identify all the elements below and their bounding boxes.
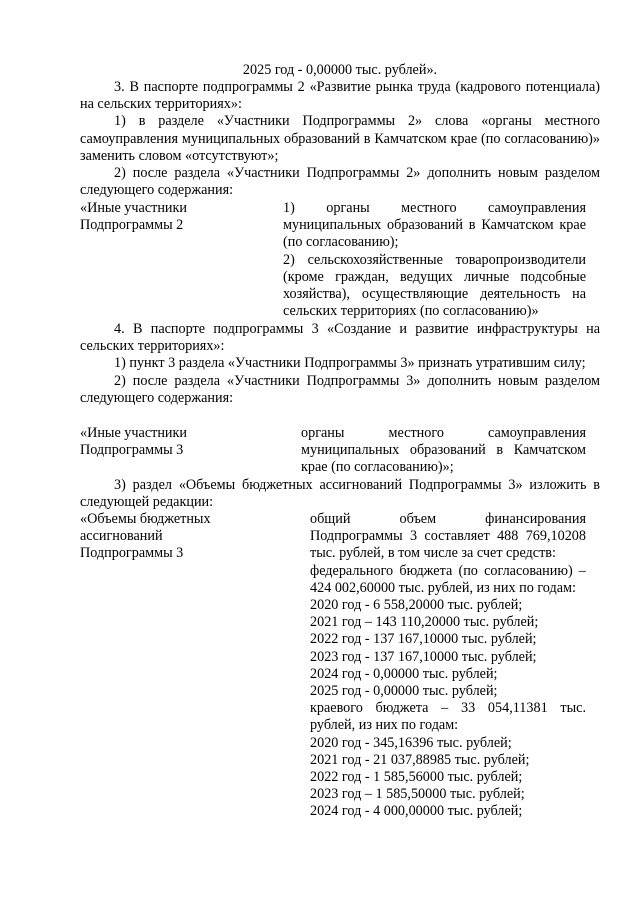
table1-right — [283, 200, 586, 320]
table-budget-allocations — [80, 511, 600, 821]
regional-year-row: 2023 год – 1 585,50000 тыс. рублей; — [310, 786, 525, 803]
regional-year-row: 2024 год - 4 000,00000 тыс. рублей; — [310, 803, 523, 820]
regional-year-row: 2020 год - 345,16396 тыс. рублей; — [310, 734, 512, 751]
federal-year-row: 2020 год - 6 558,20000 тыс. рублей; — [310, 597, 523, 614]
table2-right: органы местного самоуправления муниципальных образований в Камчатском крае (по согласованию)»; — [301, 425, 586, 476]
budget-federal: федерального бюджета (по согласованию) – 424 002,60000 тыс. рублей, из них по годам: — [310, 562, 586, 596]
table2-left: «Иные участники Подпрограммы 3 — [80, 425, 188, 459]
item-4-heading: 4. В паспорте подпрограммы 3 «Создание и развитие инфраструктуры на сельских территориях»: — [80, 321, 600, 355]
section-3 — [80, 79, 600, 199]
item-4-2: 2) после раздела «Участники Подпрограммы 3» дополнить новым разделом следующего содержания: — [80, 372, 600, 406]
budget-regional: краевого бюджета – 33 054,11381 тыс. рублей, из них по годам: — [310, 700, 586, 734]
item-4-1: 1) пункт 3 раздела «Участники Подпрограммы 3» признать утратившим силу; — [114, 355, 586, 372]
federal-year-row: 2024 год - 0,00000 тыс. рублей; — [310, 665, 498, 682]
table1-right-1: 1) органы местного самоуправления муниципальных образований в Камчатском крае (по согласованию); — [283, 200, 586, 251]
table1-left: «Иные участники Подпрограммы 2 — [80, 200, 188, 234]
table1-right-2: 2) сельскохозяйственные товаропроизводители (кроме граждан, ведущих личные подсобные хозяйства), осуществляющие деятельность на сельских территориях (по согласованию)» — [283, 251, 586, 320]
item-3-2: 2) после раздела «Участники Подпрограммы 2» дополнить новым разделом следующего содержания: — [80, 165, 600, 199]
table-other-participants-3 — [80, 425, 600, 477]
item-4-3: 3) раздел «Объемы бюджетных ассигнований Подпрограммы 3» изложить в следующей редакции: — [80, 477, 600, 511]
regional-year-row: 2022 год - 1 585,56000 тыс. рублей; — [310, 769, 523, 786]
item-3-1: 1) в разделе «Участники Подпрограммы 2» слова «органы местного самоуправления муниципальных образований в Камчатском крае (по согласованию)» заменить словом «отсутствуют»; — [80, 113, 600, 164]
item-3-heading: 3. В паспорте подпрограммы 2 «Развитие рынка труда (кадрового потенциала) на сельских территориях»: — [80, 79, 600, 113]
table3-right — [310, 511, 586, 821]
federal-year-row: 2022 год - 137 167,10000 тыс. рублей; — [310, 631, 537, 648]
top-line: 2025 год - 0,00000 тыс. рублей». — [242, 62, 438, 78]
section-4 — [80, 321, 600, 407]
regional-year-row: 2021 год - 21 037,88985 тыс. рублей; — [310, 751, 530, 768]
federal-year-row: 2021 год – 143 110,20000 тыс. рублей; — [310, 614, 539, 631]
table-other-participants-2 — [80, 200, 600, 320]
budget-total: общий объем финансирования Подпрограммы 3 составляет 488 769,10208 тыс. рублей, в том числе за счет средств: — [310, 511, 586, 562]
federal-year-row: 2023 год - 137 167,10000 тыс. рублей; — [310, 648, 537, 665]
federal-year-row: 2025 год - 0,00000 тыс. рублей; — [310, 683, 498, 700]
table3-left: «Объемы бюджетных ассигнований Подпрограммы 3 — [80, 511, 211, 562]
